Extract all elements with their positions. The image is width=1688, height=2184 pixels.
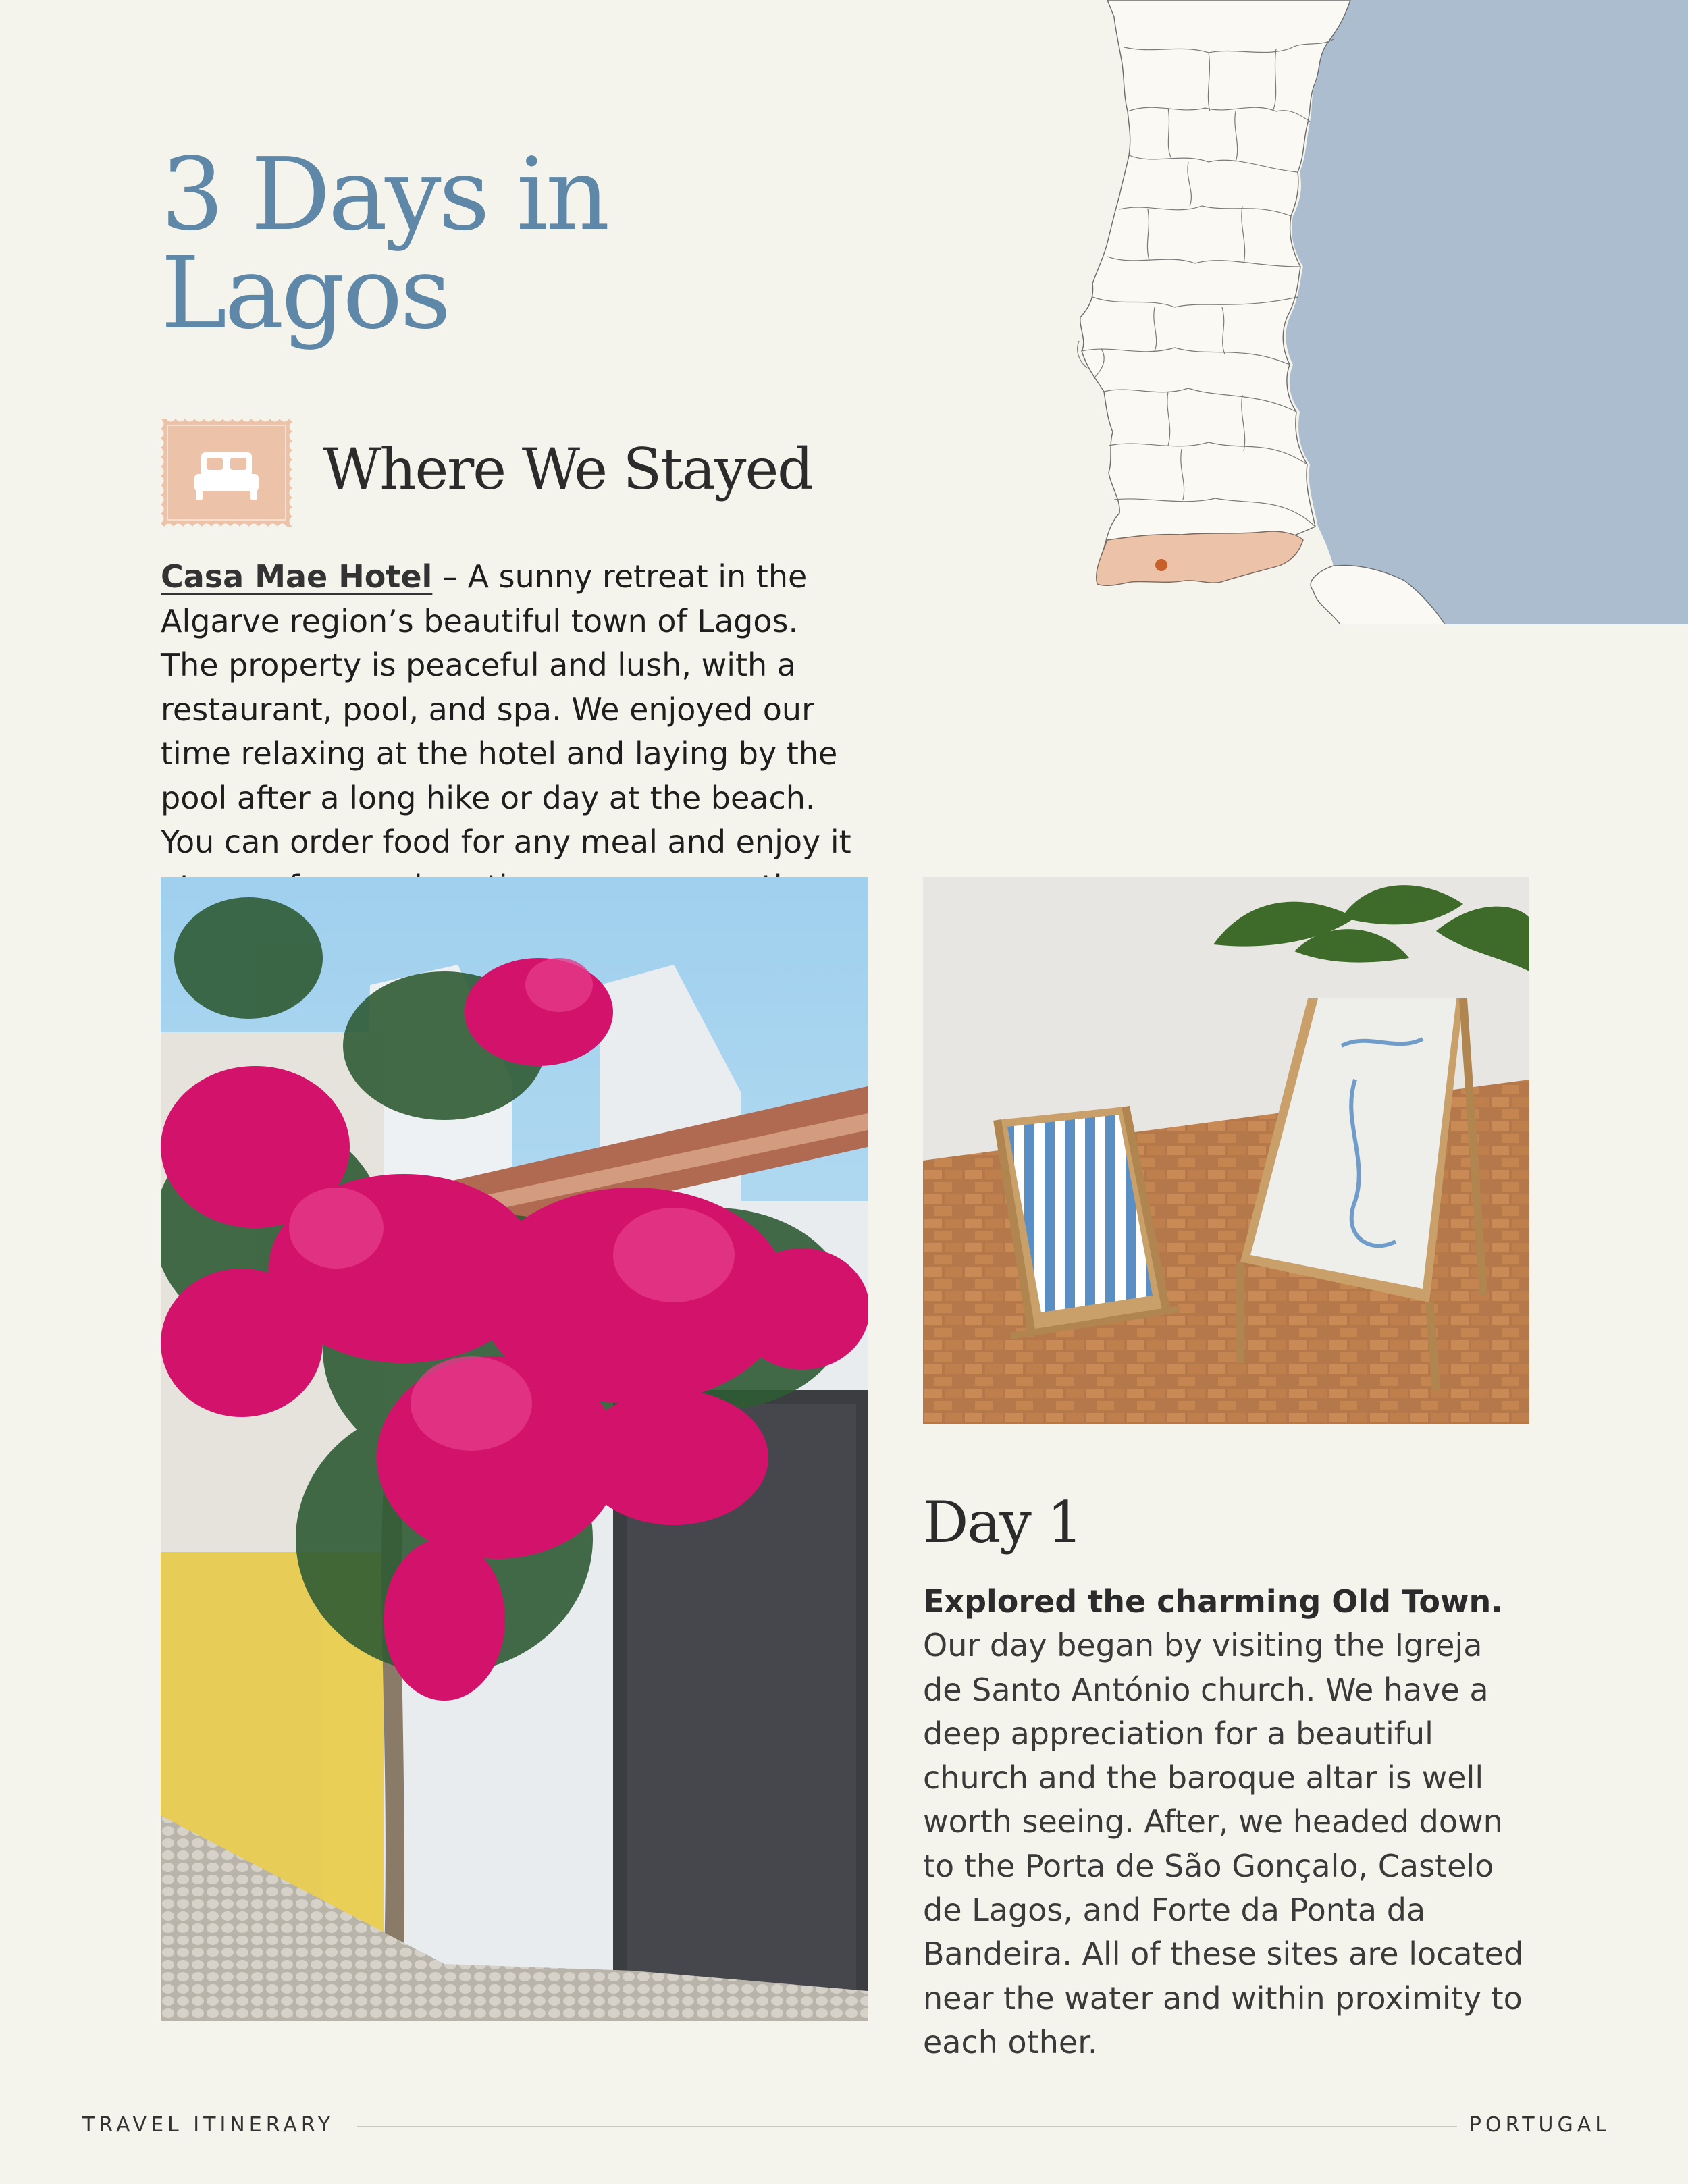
hotel-link[interactable]: Casa Mae Hotel <box>161 558 433 595</box>
ocean <box>1286 0 1688 624</box>
day-1-heading: Day 1 <box>923 1489 1082 1555</box>
day-1-description <box>923 1580 1531 2065</box>
hotel-description-text: – A sunny retreat in the Algarve region’s beautiful town of Lagos. The property is peaceful and lush, with a restaurant, pool, and spa. We enjoyed our time relaxing at the hotel and laying by the pool after a long hike or day at the beach. You can order food for any meal and enjoy it <box>161 558 851 860</box>
lagos-marker <box>1155 559 1167 571</box>
title-line-2: Lagos <box>161 235 449 351</box>
page-title <box>161 136 768 351</box>
title-line-1: 3 Days in <box>161 136 608 252</box>
bed-icon <box>161 419 292 527</box>
deck-chairs-photo <box>923 877 1529 1424</box>
day-1-lead: Explored the charming Old Town. <box>923 1583 1503 1620</box>
bougainvillea-photo <box>161 877 868 2021</box>
footer-right-label: PORTUGAL <box>1469 2113 1610 2137</box>
where-we-stayed-heading: Where We Stayed <box>323 436 812 502</box>
footer-divider <box>357 2126 1457 2127</box>
day-1-text: Our day began by visiting the Igreja de Santo António church. We have a deep appreciation for a beautiful church and the baroque altar is well worth seeing. After, we headed down to the Porta de São Gonçalo, Castelo de Lagos, and Forte da Ponta da Bandeira. All of these sites are located near the water and within proximity to each other. <box>923 1627 1524 2060</box>
footer-left-label: TRAVEL ITINERARY <box>82 2113 335 2137</box>
portugal-map <box>1067 0 1688 624</box>
